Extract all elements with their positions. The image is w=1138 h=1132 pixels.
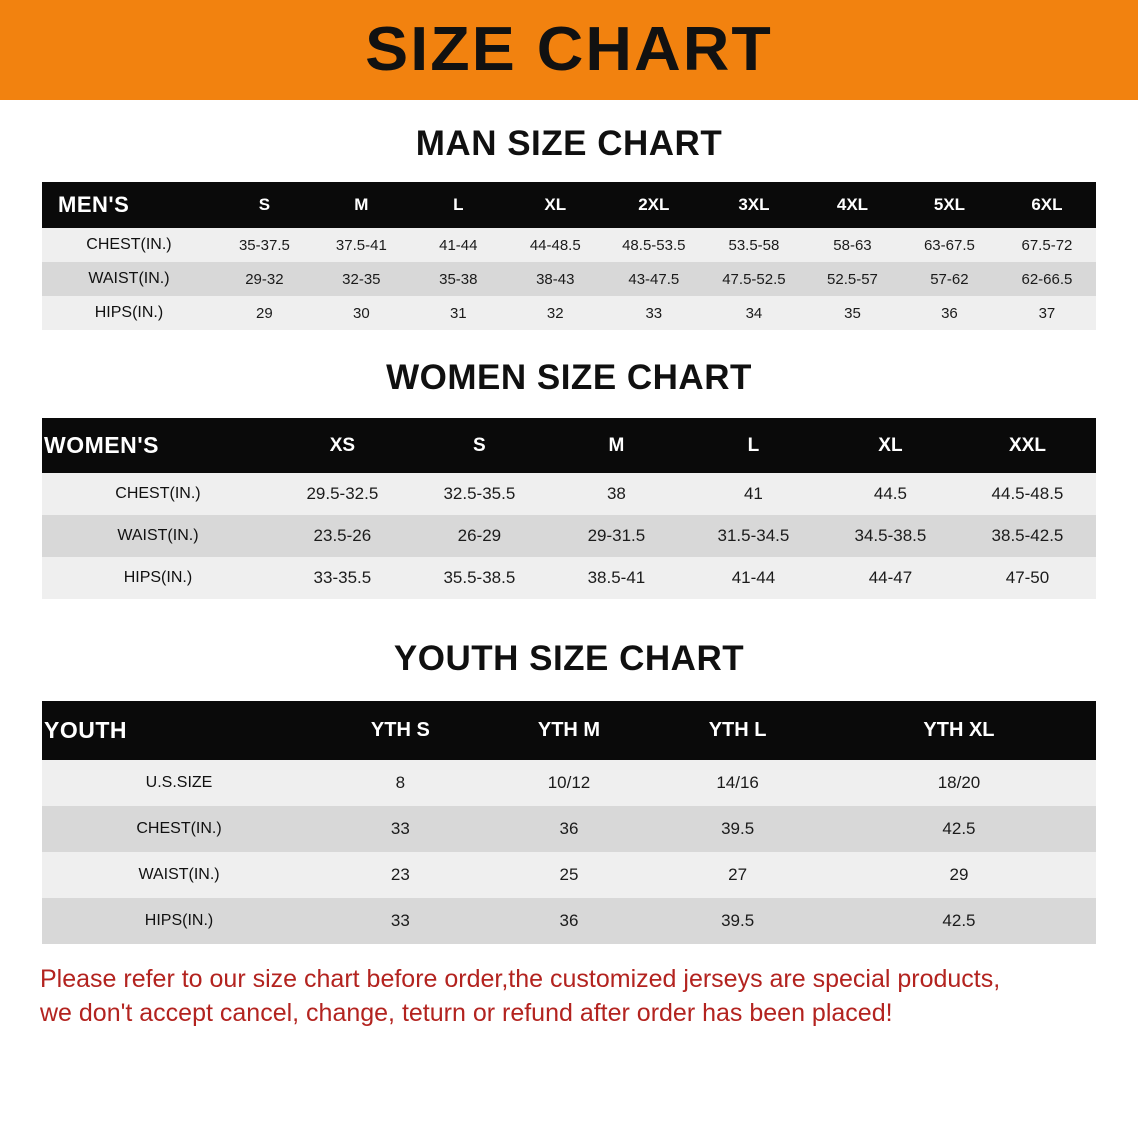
man-header-cell: M [354, 195, 369, 214]
table-row [42, 262, 1096, 296]
table-cell: 33 [604, 296, 704, 330]
man-table-body [42, 228, 1096, 330]
table-cell: 29-31.5 [548, 515, 685, 557]
man-header-cell: 3XL [738, 195, 770, 214]
table-cell: 26-29 [411, 515, 548, 557]
table-cell: 52.5-57 [804, 262, 901, 296]
row-label: HIPS(IN.) [42, 296, 216, 330]
table-cell: 38-43 [507, 262, 604, 296]
row-label: HIPS(IN.) [42, 557, 274, 599]
page-title: SIZE CHART [365, 15, 773, 84]
man-header-cell: MEN'S [58, 192, 130, 217]
table-cell: 53.5-58 [704, 228, 804, 262]
women-header-cell: WOMEN'S [44, 432, 160, 458]
youth-header-cell: YTH S [370, 719, 430, 741]
youth-header-cell: YOUTH [44, 717, 127, 743]
table-cell: 39.5 [653, 898, 822, 944]
table-cell: 30 [313, 296, 410, 330]
table-cell: 32 [507, 296, 604, 330]
table-cell: 37 [998, 296, 1096, 330]
policy-note [40, 962, 1098, 1030]
youth-table-wrapper [0, 701, 1138, 944]
row-label: U.S.SIZE [42, 760, 316, 806]
man-header-cell: L [453, 195, 464, 214]
row-label: HIPS(IN.) [42, 898, 316, 944]
table-cell: 44-48.5 [507, 228, 604, 262]
table-cell: 43-47.5 [604, 262, 704, 296]
man-header-cell: S [258, 195, 271, 214]
table-cell: 35.5-38.5 [411, 557, 548, 599]
table-cell: 36 [485, 806, 654, 852]
table-cell: 36 [485, 898, 654, 944]
table-cell: 42.5 [822, 806, 1096, 852]
man-table-head [42, 182, 1096, 228]
page-banner [0, 0, 1138, 100]
table-header-row [42, 701, 1096, 760]
policy-note-line-2: we don't accept cancel, change, teturn or refund after order has been placed! [40, 999, 893, 1027]
table-header-row [42, 418, 1096, 473]
table-row [42, 515, 1096, 557]
table-row [42, 898, 1096, 944]
women-header-cell: M [608, 434, 625, 456]
man-header-cell: 6XL [1031, 195, 1063, 214]
youth-section-title: YOUTH SIZE CHART [393, 639, 745, 678]
table-header-row [42, 182, 1096, 228]
table-cell: 14/16 [653, 760, 822, 806]
table-cell: 23 [316, 852, 485, 898]
table-cell: 41 [685, 473, 822, 515]
table-cell: 32.5-35.5 [411, 473, 548, 515]
table-cell: 58-63 [804, 228, 901, 262]
table-row [42, 473, 1096, 515]
row-label: WAIST(IN.) [42, 515, 274, 557]
table-cell: 29 [216, 296, 313, 330]
table-cell: 62-66.5 [998, 262, 1096, 296]
row-label: WAIST(IN.) [42, 262, 216, 296]
table-cell: 42.5 [822, 898, 1096, 944]
table-cell: 23.5-26 [274, 515, 411, 557]
table-cell: 35-37.5 [216, 228, 313, 262]
man-section-title: MAN SIZE CHART [415, 124, 723, 163]
table-cell: 48.5-53.5 [604, 228, 704, 262]
women-header-cell: XL [878, 434, 903, 456]
table-row [42, 228, 1096, 262]
table-cell: 29 [822, 852, 1096, 898]
table-cell: 25 [485, 852, 654, 898]
youth-header-cell: YTH XL [923, 719, 995, 741]
row-label: CHEST(IN.) [42, 228, 216, 262]
youth-header-cell: YTH L [708, 719, 767, 741]
table-cell: 29.5-32.5 [274, 473, 411, 515]
table-cell: 36 [901, 296, 998, 330]
women-header-cell: S [473, 434, 486, 456]
table-cell: 41-44 [410, 228, 507, 262]
table-cell: 34 [704, 296, 804, 330]
man-header-cell: 5XL [933, 195, 965, 214]
table-cell: 33 [316, 898, 485, 944]
table-cell: 31.5-34.5 [685, 515, 822, 557]
women-table-head [42, 418, 1096, 473]
row-label: CHEST(IN.) [42, 806, 316, 852]
table-cell: 8 [316, 760, 485, 806]
table-row [42, 557, 1096, 599]
table-cell: 35 [804, 296, 901, 330]
table-row [42, 806, 1096, 852]
man-header-cell: 2XL [638, 195, 670, 214]
table-cell: 29-32 [216, 262, 313, 296]
table-cell: 57-62 [901, 262, 998, 296]
women-table-wrapper [0, 418, 1138, 599]
table-cell: 35-38 [410, 262, 507, 296]
table-cell: 38 [548, 473, 685, 515]
youth-size-table [42, 701, 1096, 944]
policy-note-line-1: Please refer to our size chart before order,the customized jerseys are special products, [40, 965, 1001, 993]
table-cell: 38.5-42.5 [959, 515, 1096, 557]
man-table-wrapper [0, 182, 1138, 330]
man-header-cell: XL [544, 195, 567, 214]
youth-header-cell: YTH M [537, 719, 601, 741]
table-cell: 18/20 [822, 760, 1096, 806]
table-row [42, 296, 1096, 330]
row-label: CHEST(IN.) [42, 473, 274, 515]
women-section-title: WOMEN SIZE CHART [386, 358, 752, 397]
youth-table-head [42, 701, 1096, 760]
women-header-cell: L [747, 434, 760, 456]
man-size-table [42, 182, 1096, 330]
women-header-cell: XS [329, 434, 356, 456]
table-cell: 32-35 [313, 262, 410, 296]
table-cell: 34.5-38.5 [822, 515, 959, 557]
table-cell: 33-35.5 [274, 557, 411, 599]
table-cell: 38.5-41 [548, 557, 685, 599]
table-cell: 67.5-72 [998, 228, 1096, 262]
table-cell: 33 [316, 806, 485, 852]
table-cell: 44.5 [822, 473, 959, 515]
table-cell: 39.5 [653, 806, 822, 852]
youth-table-body [42, 760, 1096, 944]
table-cell: 63-67.5 [901, 228, 998, 262]
table-cell: 10/12 [485, 760, 654, 806]
table-cell: 37.5-41 [313, 228, 410, 262]
table-cell: 47-50 [959, 557, 1096, 599]
table-cell: 44.5-48.5 [959, 473, 1096, 515]
table-row [42, 852, 1096, 898]
table-cell: 31 [410, 296, 507, 330]
table-row [42, 760, 1096, 806]
table-cell: 27 [653, 852, 822, 898]
table-cell: 47.5-52.5 [704, 262, 804, 296]
women-table-body [42, 473, 1096, 599]
women-header-cell: XXL [1009, 434, 1046, 456]
table-cell: 44-47 [822, 557, 959, 599]
row-label: WAIST(IN.) [42, 852, 316, 898]
women-size-table [42, 418, 1096, 599]
man-header-cell: 4XL [836, 195, 869, 214]
table-cell: 41-44 [685, 557, 822, 599]
